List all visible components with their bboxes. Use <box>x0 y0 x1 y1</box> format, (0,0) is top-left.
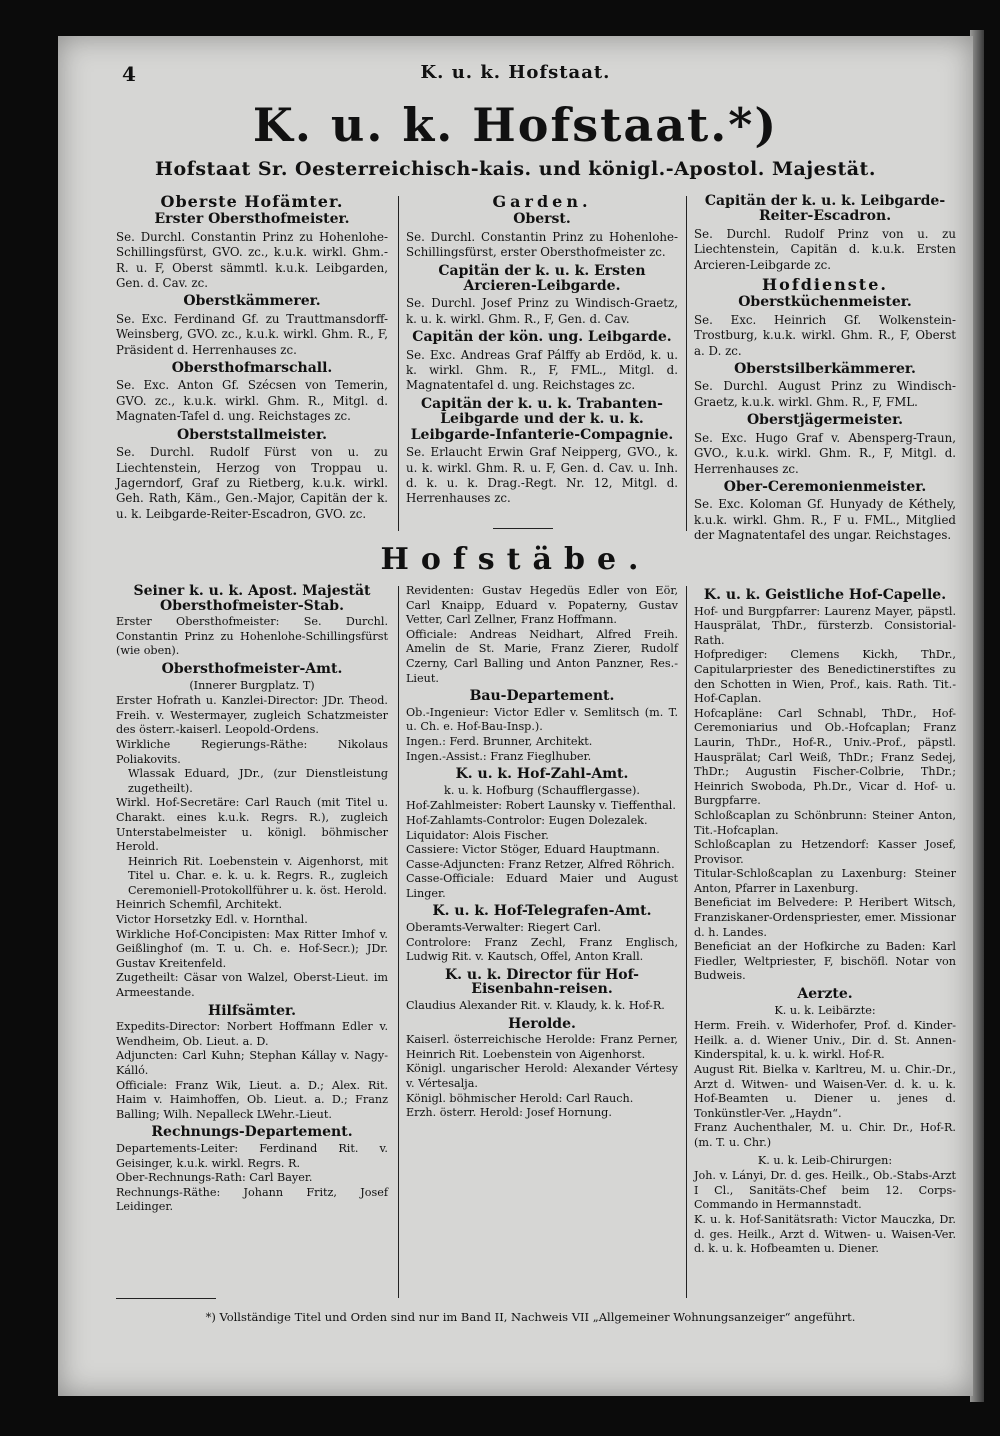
entry-text: Ob.-Ingenieur: Victor Edler v. Semlitsch (m. T. u. Ch. e. Hof-Bau-Insp.). <box>406 705 678 734</box>
entry-text: Wlassak Eduard, JDr., (zur Dienstleistung zugetheilt). <box>128 767 388 795</box>
heading-hof-telegrafen-amt: K. u. k. Hof-Telegrafen-Amt. <box>432 903 652 920</box>
title-capitaen-ung-leibgarde: Capitän der kön. ung. Leibgarde. <box>412 329 672 346</box>
entry-text: Wirkliche Hof-Concipisten: Max Ritter Imhof v. Geißlinghof (m. T. u. Ch. e. Hof-Secr.); JDr. Gustav Kreitenfeld. <box>116 927 388 970</box>
subheading-leib-chirurgen: K. u. k. Leib-Chirurgen: <box>757 1153 893 1167</box>
heading-obersthofmeister-amt: Obersthofmeister-Amt. <box>161 660 343 677</box>
entry-text: Casse-Officiale: Eduard Maier und August Linger. <box>406 872 678 900</box>
running-head <box>58 62 973 86</box>
entry-text: Beneficiat an der Hofkirche zu Baden: Karl Fiedler, Weltpriester, F, bischöfl. Notar von Budweis. <box>694 940 956 983</box>
heading-bau-departement: Bau-Departement. <box>469 688 615 705</box>
address-note: (Innerer Burgplatz. T) <box>189 678 315 692</box>
heading-hof-zahl-amt: K. u. k. Hof-Zahl-Amt. <box>455 766 629 783</box>
top-column-hofdienste <box>694 194 956 544</box>
entry-text: Se. Erlaucht Erwin Graf Neipperg, GVO., k. u. k. wirkl. Ghm. R. u. F, Gen. d. Cav. u. Inh. d. k. u. k. Drag.-Regt. Nr. 12, Mitgl. d. Herrenhauses zc. <box>406 445 678 506</box>
title-oberstsilberkaemmerer: Oberstsilberkämmerer. <box>734 361 916 378</box>
entry-text: Ober-Rechnungs-Rath: Carl Bayer. <box>116 1171 313 1185</box>
title-oberstkuechenmeister: Oberstküchenmeister. <box>738 294 912 311</box>
title-capitaen-arcieren: Capitän der k. u. k. Ersten Arcieren-Leibgarde. <box>438 262 646 295</box>
heading-aerzte: Aerzte. <box>797 986 853 1003</box>
entry-text: Erster Hofrath u. Kanzlei-Director: JDr. Theod. Freih. v. Westermayer, zugleich Schatzmeister des österr.-kaiserl. Leopold-Ordens. <box>116 694 388 737</box>
heading-hof-eisenbahnreisen: K. u. k. Director für Hof-Eisenbahn-reisen. <box>445 966 639 998</box>
top-column-garden <box>406 194 678 507</box>
entry-text: Kaiserl. österreichische Herolde: Franz Perner, Heinrich Rit. Loebenstein von Aigenhorst. <box>406 1033 678 1061</box>
entry-text: Se. Durchl. Rudolf Prinz von u. zu Liechtenstein, Capitän d. k.u.k. Ersten Arcieren-Leibgarde zc. <box>694 226 956 272</box>
entry-text: Se. Durchl. August Prinz zu Windisch-Graetz, k.u.k. wirkl. Ghm. R., F, FML. <box>694 379 956 409</box>
entry-text: Cassiere: Victor Stöger, Eduard Hauptmann. <box>406 843 660 857</box>
column-divider <box>686 196 687 531</box>
entry-text: Se. Exc. Ferdinand Gf. zu Trauttmansdorff-Weinsberg, GVO. zc., k.u.k. wirkl. Ghm. R., F, Präsident d. Herrenhauses zc. <box>116 311 388 357</box>
entry-text: Hofprediger: Clemens Kickh, ThDr., Capitularpriester des Benedictinerstiftes zu den Schotten in Wien, Prof., kais. Rath. Tit.-Hof-Caplan. <box>694 648 956 706</box>
entry-text: Herm. Freih. v. Widerhofer, Prof. d. Kinder-Heilk. a. d. Wiener Univ., Dir. d. St. Annen-Kinderspital, k. u. k. wirkl. Hof-R. <box>694 1019 956 1062</box>
page-number: 4 <box>122 62 136 86</box>
entry-text: Erster Obersthofmeister: Se. Durchl. Constantin Prinz zu Hohenlohe-Schillingsfürst (wie oben). <box>116 615 388 658</box>
address-note: k. u. k. Hofburg (Schaufflergasse). <box>444 783 640 797</box>
entry-text: K. u. k. Hof-Sanitätsrath: Victor Mauczka, Dr. d. ges. Heilk., Arzt d. Witwen- u. Waisen-Ver. d. k. u. k. Hofbeamten u. Diener. <box>694 1212 956 1256</box>
main-title: K. u. k. Hofstaat.*) <box>252 98 779 152</box>
subtitle: Hofstaat Sr. Oesterreichisch-kais. und königl.-Apostol. Majestät. <box>155 158 876 180</box>
entry-text: Wirkl. Hof-Secretäre: Carl Rauch (mit Titel u. Charakt. eines k.u.k. Regrs. R.), zugleich Unterstabelmeister u. königl. böhmischer Herold. <box>116 796 388 854</box>
entry-text: Se. Durchl. Constantin Prinz zu Hohenlohe-Schillingsfürst, erster Obersthofmeister zc. <box>406 229 678 260</box>
title-ober-ceremonienmeister: Ober-Ceremonienmeister. <box>723 478 927 495</box>
entry-text: Joh. v. Lányi, Dr. d. ges. Heilk., Ob.-Stabs-Arzt I Cl., Sanitäts-Chef beim 12. Corps-Commando in Hermannstadt. <box>694 1169 956 1212</box>
entry-text: Se. Exc. Koloman Gf. Hunyady de Kéthely, k.u.k. wirkl. Ghm. R., F u. FML., Mitglied der Magnatentafel des ungar. Reichstages. <box>694 497 956 543</box>
column-divider <box>398 196 399 531</box>
entry-text: Hofcapläne: Carl Schnabl, ThDr., Hof-Ceremoniarius und Ob.-Hofcaplan; Franz Laurin, ThDr., Hof-R., Univ.-Prof., päpstl. Hausprälat; Carl Weiß, ThDr.; Franz Sedej, ThDr.; Augustin Fischer-Colbrie, ThDr.; Heinrich Swoboda, Ph.Dr., Vicar d. Hof- u. Burgpfarre. <box>694 706 956 808</box>
heading-oberste-hofaemter: Oberste Hofämter. <box>160 192 344 211</box>
document-page <box>58 36 973 1396</box>
heading-herolde: Herolde. <box>508 1015 576 1032</box>
entry-text: Beneficiat im Belvedere: P. Heribert Witsch, Franziskaner-Ordenspriester, emer. Missionar d. h. Landes. <box>694 896 956 939</box>
footnote-rule <box>116 1298 216 1299</box>
entry-text: Franz Auchenthaler, M. u. Chir. Dr., Hof-R. (m. T. u. Chr.) <box>694 1121 956 1149</box>
entry-text: Victor Horsetzky Edl. v. Hornthal. <box>116 913 308 927</box>
section-title-hofstaebe: Hofstäbe. <box>380 542 651 577</box>
entry-text: Ingen.: Ferd. Brunner, Architekt. <box>406 734 593 748</box>
bottom-column-obersthofmeister-stab <box>116 584 388 1215</box>
section-divider <box>493 528 553 529</box>
heading-obersthofmeister-stab: Seiner k. u. k. Apost. Majestät Obersthofmeister-Stab. <box>133 583 371 614</box>
entry-text: Se. Exc. Hugo Graf v. Abensperg-Traun, GVO., k.u.k. wirkl. Ghm. R., F, Mitgl. d. Herrenhauses zc. <box>694 430 956 476</box>
title-capitaen-reiter-escadron: Capitän der k. u. k. Leibgarde-Reiter-Escadron. <box>704 193 946 225</box>
entry-text: Rechnungs-Räthe: Johann Fritz, Josef Leidinger. <box>116 1185 388 1214</box>
column-divider <box>398 586 399 1298</box>
entry-text: Liquidator: Alois Fischer. <box>406 828 549 842</box>
entry-text: Se. Exc. Heinrich Gf. Wolkenstein-Trostburg, k.u.k. wirkl. Ghm. R., F, Oberst a. D. zc. <box>694 312 956 358</box>
entry-text: Hof-Zahlmeister: Robert Launsky v. Tieffenthal. <box>406 799 676 813</box>
heading-hofdienste: Hofdienste. <box>762 275 888 295</box>
title-oberst: Oberst. <box>513 211 571 228</box>
heading-geistliche-hof-capelle: K. u. k. Geistliche Hof-Capelle. <box>703 587 947 603</box>
entry-text: Titular-Schloßcaplan zu Laxenburg: Steiner Anton, Pfarrer in Laxenburg. <box>694 867 956 895</box>
entry-text: Se. Durchl. Rudolf Fürst von u. zu Liechtenstein, Herzog von Troppau u. Jagerndorf, Graf zu Rietberg, k.u.k. wirkl. Geh. Rath, Käm., Gen.-Major, Capitän der k. u. k. Leibgarde-Reiter-Escadron, GVO. zc. <box>116 445 388 521</box>
entry-text: Officiale: Franz Wik, Lieut. a. D.; Alex. Rit. Haim v. Haimhoffen, Ob. Lieut. a. D.; Franz Balling; Wilh. Nepalleck LWehr.-Lieut. <box>116 1078 388 1121</box>
entry-text: Ingen.-Assist.: Franz Fieglhuber. <box>406 749 592 763</box>
entry-text: Hof- und Burgpfarrer: Laurenz Mayer, päpstl. Hausprälat, ThDr., fürsterzb. Consistorial-Rath. <box>694 604 956 647</box>
bottom-column-hof-capelle-aerzte <box>694 584 956 1257</box>
entry-text: Se. Durchl. Josef Prinz zu Windisch-Graetz, k. u. k. wirkl. Ghm. R., F, Gen. d. Cav. <box>406 296 678 326</box>
entry-text: Controlore: Franz Zechl, Franz Englisch, Ludwig Rit. v. Kautsch, Offel, Anton Krall. <box>406 935 678 964</box>
entry-text: Zugetheilt: Cäsar von Walzel, Oberst-Lieut. im Armeestande. <box>116 971 388 1000</box>
heading-garden: Garden. <box>492 192 592 211</box>
entry-text: Königl. böhmischer Herold: Carl Rauch. <box>406 1091 634 1105</box>
title-obersthofmarschall: Obersthofmarschall. <box>171 360 333 377</box>
entry-text: Wirkliche Regierungs-Räthe: Nikolaus Poliakovits. <box>116 737 388 766</box>
heading-rechnungs-departement: Rechnungs-Departement. <box>151 1124 353 1141</box>
entry-text: Heinrich Rit. Loebenstein v. Aigenhorst, mit Titel u. Char. e. k. u. k. Regrs. R., zugleich Ceremoniell-Protokollführer u. k. öst. Herold. <box>128 854 388 897</box>
entry-text: Erzh. österr. Herold: Josef Hornung. <box>406 1106 612 1120</box>
title-oberststallmeister: Oberststallmeister. <box>177 426 327 443</box>
entry-text: Expedits-Director: Norbert Hoffmann Edler v. Wendheim, Ob. Lieut. a. D. <box>116 1020 388 1048</box>
entry-text: Adjuncten: Carl Kuhn; Stephan Kállay v. Nagy-Kálló. <box>116 1049 388 1077</box>
entry-text: Se. Durchl. Constantin Prinz zu Hohenlohe-Schillingsfürst, GVO. zc., k.u.k. wirkl. Ghm.-R. u. F, Oberst sämmtl. k.u.k. Leibgarden, Gen. d. Cav. zc. <box>116 229 388 291</box>
entry-text: Se. Exc. Anton Gf. Szécsen von Temerin, GVO. zc., k.u.k. wirkl. Ghm. R., Mitgl. d. Magnaten-Tafel d. ung. Reichstages zc. <box>116 378 388 424</box>
title-capitaen-trabanten: Capitän der k. u. k. Trabanten-Leibgarde und der k. u. k. Leibgarde-Infanterie-Compagnie. <box>410 395 674 443</box>
title-oberstjaegermeister: Oberstjägermeister. <box>746 412 904 429</box>
entry-text: Oberamts-Verwalter: Riegert Carl. <box>406 921 601 935</box>
entry-text: Casse-Adjuncten: Franz Retzer, Alfred Röhrich. <box>406 857 675 871</box>
title-oberstkaemmerer: Oberstkämmerer. <box>183 293 321 310</box>
entry-text: Claudius Alexander Rit. v. Klaudy, k. k. Hof-R. <box>406 999 665 1013</box>
entry-text: Revidenten: Gustav Hegedüs Edler von Eör, Carl Knaipp, Eduard v. Popaterny, Gustav Vetter, Carl Zellner, Franz Hoffmann. <box>406 584 678 627</box>
top-column-oberste-hofaemter <box>116 194 388 522</box>
bottom-column-departements <box>406 584 678 1121</box>
entry-text: Departements-Leiter: Ferdinand Rit. v. Geisinger, k.u.k. wirkl. Regrs. R. <box>116 1141 388 1170</box>
entry-text: Königl. ungarischer Herold: Alexander Vértesy v. Vértesalja. <box>406 1062 678 1090</box>
entry-text: Se. Exc. Andreas Graf Pálffy ab Erdöd, k. u. k. wirkl. Ghm. R., F, FML., Mitgl. d. Magnatentafel d. ung. Reichstages zc. <box>406 347 678 393</box>
column-divider <box>686 586 687 1298</box>
entry-text: Hof-Zahlamts-Controlor: Eugen Dolezalek. <box>406 813 648 827</box>
entry-text: Officiale: Andreas Neidhart, Alfred Freih. Amelin de St. Marie, Franz Zierer, Rudolf Czerny, Carl Balling und Anton Panzner, Res.-Lieut. <box>406 627 678 685</box>
entry-text: August Rit. Bielka v. Karltreu, M. u. Chir.-Dr., Arzt d. Witwen- und Waisen-Ver. d. k. u. k. Hof-Beamten u. Diener u. jenes d. Tonkünstler-Ver. „Haydn“. <box>694 1063 956 1120</box>
entry-text: Schloßcaplan zu Schönbrunn: Steiner Anton, Tit.-Hofcaplan. <box>694 808 956 837</box>
heading-hilfsaemter: Hilfsämter. <box>208 1002 296 1019</box>
entry-text: Schloßcaplan zu Hetzendorf: Kasser Josef, Provisor. <box>694 838 956 866</box>
title-erster-obersthofmeister: Erster Obersthofmeister. <box>154 211 350 228</box>
entry-text: Heinrich Schemfil, Architekt. <box>116 898 283 912</box>
footnote: *) Vollständige Titel und Orden sind nur im Band II, Nachweis VII „Allgemeiner Wohnungsanzeiger“ angeführt. <box>205 1310 856 1324</box>
subheading-leibaerzte: K. u. k. Leibärzte: <box>774 1003 876 1017</box>
running-title: K. u. k. Hofstaat. <box>420 62 611 83</box>
